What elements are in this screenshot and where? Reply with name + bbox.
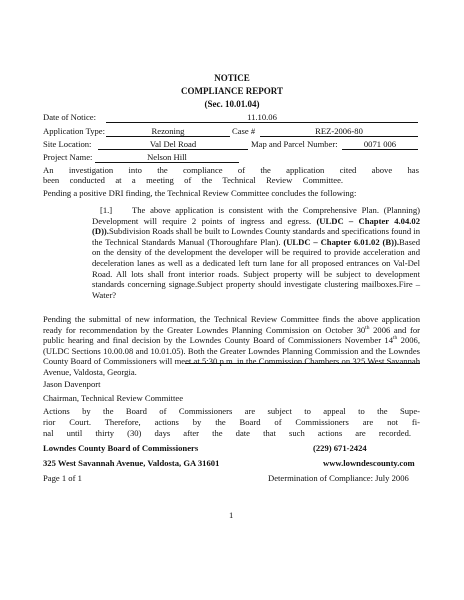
item-number: [1.] xyxy=(100,205,113,215)
appeal-line-1: Actions by the Board of Commissioners are subject to appeal to the Supe- xyxy=(43,406,421,416)
notice-title: NOTICE xyxy=(214,73,250,83)
intro-line-1: An investigation into the compliance of the application cited above has xyxy=(43,165,419,175)
footer-address: 325 West Savannah Avenue, Valdosta, GA 31601 xyxy=(43,458,220,468)
footer-website: www.lowndescounty.com xyxy=(323,458,415,468)
case-label: Case # xyxy=(232,126,256,136)
footer-phone: (229) 671-2424 xyxy=(313,443,367,453)
application-type-label: Application Type: xyxy=(43,126,106,136)
signer-name: Jason Davenport xyxy=(43,379,101,389)
case-value: REZ-2006-80 xyxy=(315,126,363,136)
application-type-field xyxy=(106,126,230,137)
footer-organization: Lowndes County Board of Commissioners xyxy=(43,443,199,453)
project-name-label: Project Name: xyxy=(43,152,93,162)
appeal-line-3: nal until thirty (30) days after the date that such actions are recorded. xyxy=(43,428,412,438)
footer-page-count: Page 1 of 1 xyxy=(43,473,82,483)
footer-determination: Determination of Compliance: July 2006 xyxy=(268,473,409,483)
site-location-value: Val Del Road xyxy=(149,139,197,149)
date-value: 11.10.06 xyxy=(247,112,277,122)
map-parcel-field xyxy=(342,139,418,150)
intro-line-3: Pending a positive DRI finding, the Technical Review Committee concludes the following: xyxy=(43,188,357,198)
map-parcel-label: Map and Parcel Number: xyxy=(251,139,338,149)
date-label: Date of Notice: xyxy=(43,112,96,122)
appeal-line-2: rior Court. Therefore, actions by the Board of Commissioners are not fi- xyxy=(43,417,421,427)
intro-line-2: been conducted at a meeting of the Technical Review Committee. xyxy=(43,175,344,185)
section-reference: (Sec. 10.01.04) xyxy=(204,99,260,109)
project-name-field xyxy=(95,152,239,163)
site-location-field xyxy=(98,139,248,150)
pending-paragraph: Pending the submittal of new information, the Technical Review Committee finds the above application ready for recommendation by the Greater Lowndes Planning Commission on October 30th 2006 and for public hearing and final decision by the Lowndes County Board of Commissioners November 14th 2006, (ULDC Sections 10.00.08 and 10.01.05). Both the Greater Lowndes Planning Commission and the Lowndes County Board of Commissioners will meet at 5:30 p.m. in the Commission Chambers on 325 West Savannah Avenue, Valdosta, Georgia. xyxy=(43,314,420,377)
item-1-text: The above application is consistent with the Comprehensive Plan. (Planning) Development will require 2 points of ingress and egress. (ULDC – Chapter 4.04.02 (D)).Subdivision Roads shall be built to Lowndes County standards and specifications found in the Technical Standards Manual (Thoroughfare Plan). (ULDC – Chapter 6.01.02 (B)).Based on the density of the development the developer will be required to provide acceleration and deceleration lanes as well as a dedicated left turn lane for all proposed entrances on Val-Del Road. All lots shall front interior roads. Subject property will be subject to development standards concerning signage.Subject property should investigate clustering mailboxes.Fire – Water? xyxy=(92,205,420,300)
signature-line xyxy=(185,363,420,364)
signer-title: Chairman, Technical Review Committee xyxy=(43,393,184,403)
date-field xyxy=(106,112,418,123)
case-field xyxy=(260,126,418,137)
site-location-label: Site Location: xyxy=(43,139,92,149)
report-subtitle: COMPLIANCE REPORT xyxy=(181,86,283,96)
application-type-value: Rezoning xyxy=(151,126,185,136)
project-name-value: Nelson Hill xyxy=(147,152,187,162)
page-number: 1 xyxy=(229,510,234,520)
map-parcel-value: 0071 006 xyxy=(363,139,397,149)
